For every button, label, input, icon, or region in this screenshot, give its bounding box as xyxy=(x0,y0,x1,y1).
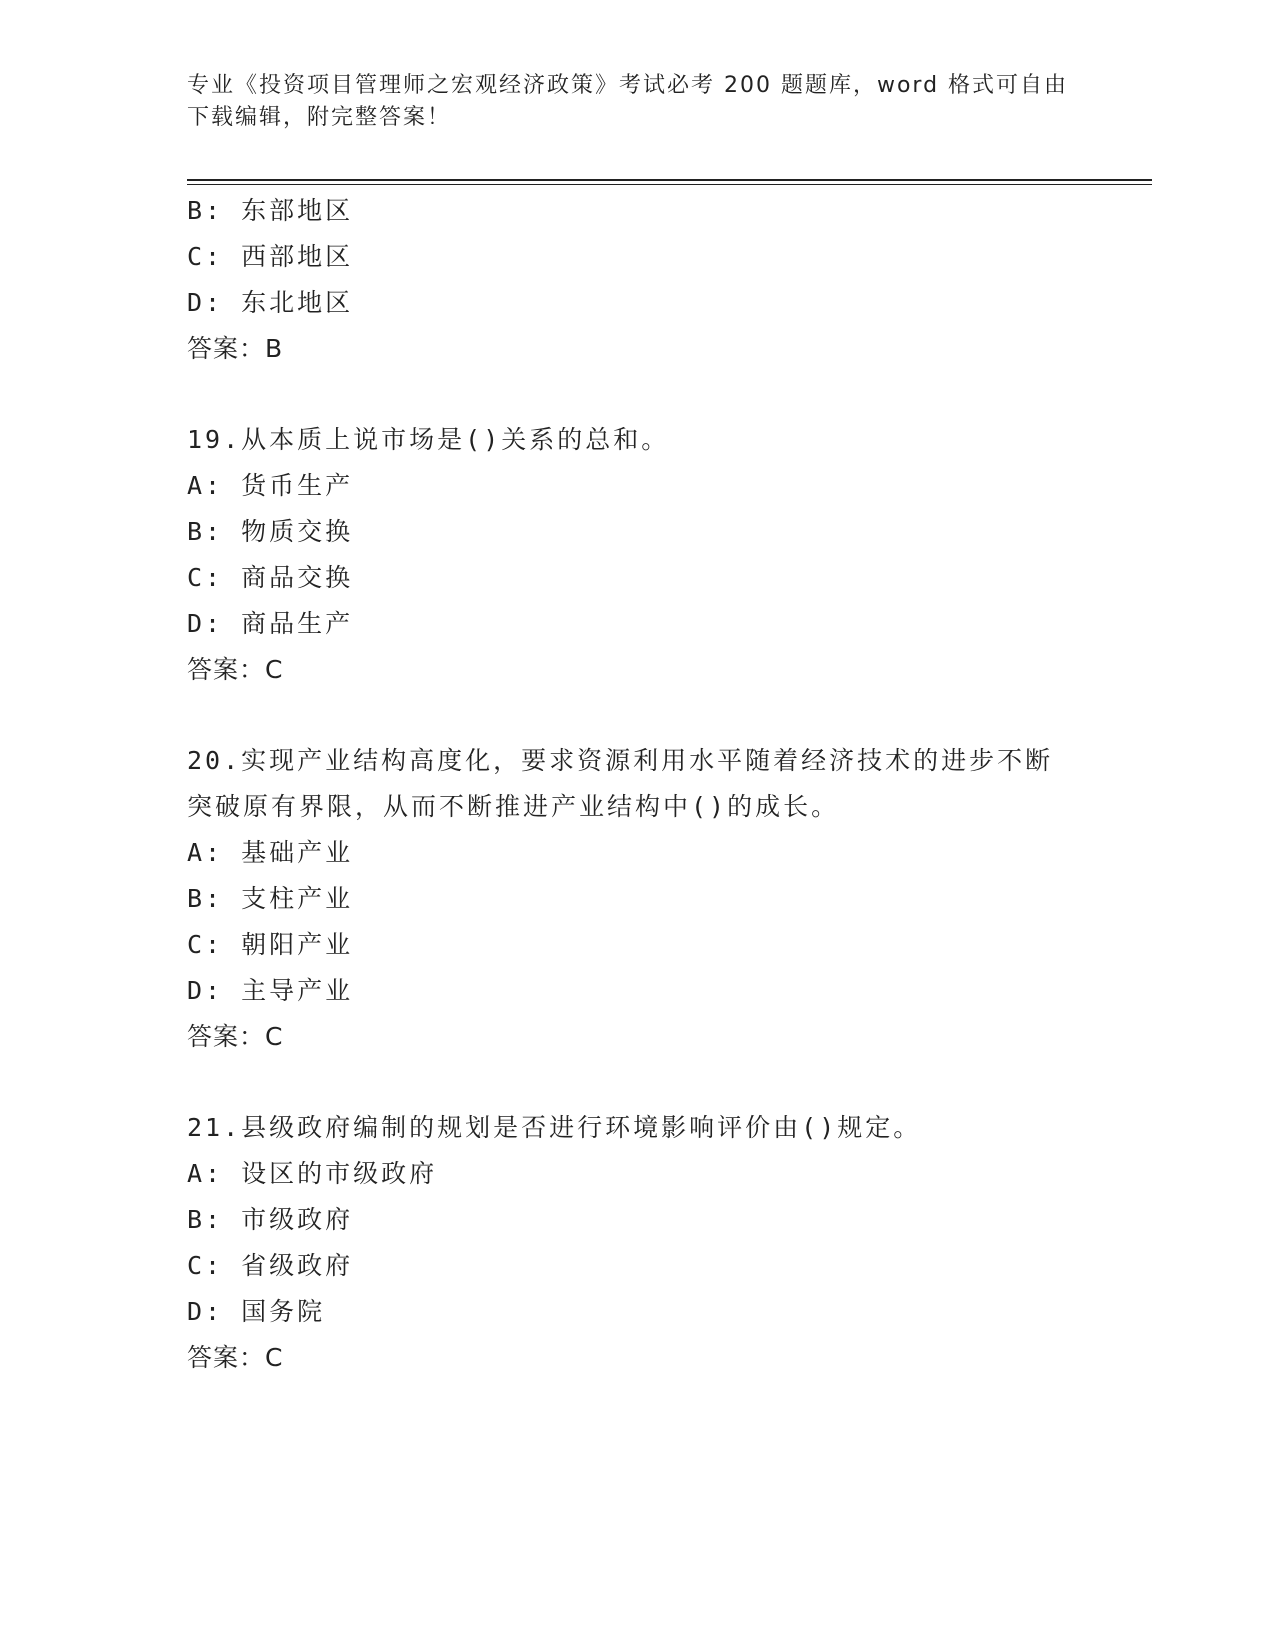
document-header xyxy=(187,70,1087,134)
header-line-2: 下载编辑，附完整答案！ xyxy=(187,105,452,130)
option-c: C: 商品交换 xyxy=(187,563,354,592)
question-text: 19.从本质上说市场是()关系的总和。 xyxy=(187,425,670,454)
question-20 xyxy=(187,738,1087,1060)
option-c: C: 朝阳产业 xyxy=(187,930,354,959)
header-line-1: 专业《投资项目管理师之宏观经济政策》考试必考 200 题题库，word 格式可自由 xyxy=(187,73,1069,98)
question-text-line-2: 突破原有界限，从而不断推进产业结构中()的成长。 xyxy=(187,792,840,821)
question-list xyxy=(187,188,1087,1381)
option-d: D: 主导产业 xyxy=(187,976,354,1005)
option-d: D: 东北地区 xyxy=(187,288,354,317)
question-21 xyxy=(187,1105,1087,1381)
question-text: 21.县级政府编制的规划是否进行环境影响评价由()规定。 xyxy=(187,1113,922,1142)
header-rule-thick xyxy=(187,179,1152,181)
option-c: C: 省级政府 xyxy=(187,1251,354,1280)
option-a: A: 货币生产 xyxy=(187,471,354,500)
option-d: D: 国务院 xyxy=(187,1297,326,1326)
answer: 答案：C xyxy=(187,1343,284,1372)
option-a: A: 基础产业 xyxy=(187,838,354,867)
option-b: B: 东部地区 xyxy=(187,196,354,225)
option-b: B: 支柱产业 xyxy=(187,884,354,913)
answer: 答案：C xyxy=(187,655,284,684)
option-b: B: 市级政府 xyxy=(187,1205,354,1234)
header-rule-thin xyxy=(187,184,1152,185)
question-19 xyxy=(187,417,1087,693)
option-b: B: 物质交换 xyxy=(187,517,354,546)
question-18 xyxy=(187,188,1087,372)
answer: 答案：C xyxy=(187,1022,284,1051)
answer: 答案：B xyxy=(187,334,284,363)
option-c: C: 西部地区 xyxy=(187,242,354,271)
option-d: D: 商品生产 xyxy=(187,609,354,638)
option-a: A: 设区的市级政府 xyxy=(187,1159,438,1188)
question-text-line-1: 20.实现产业结构高度化，要求资源利用水平随着经济技术的进步不断 xyxy=(187,746,1054,775)
